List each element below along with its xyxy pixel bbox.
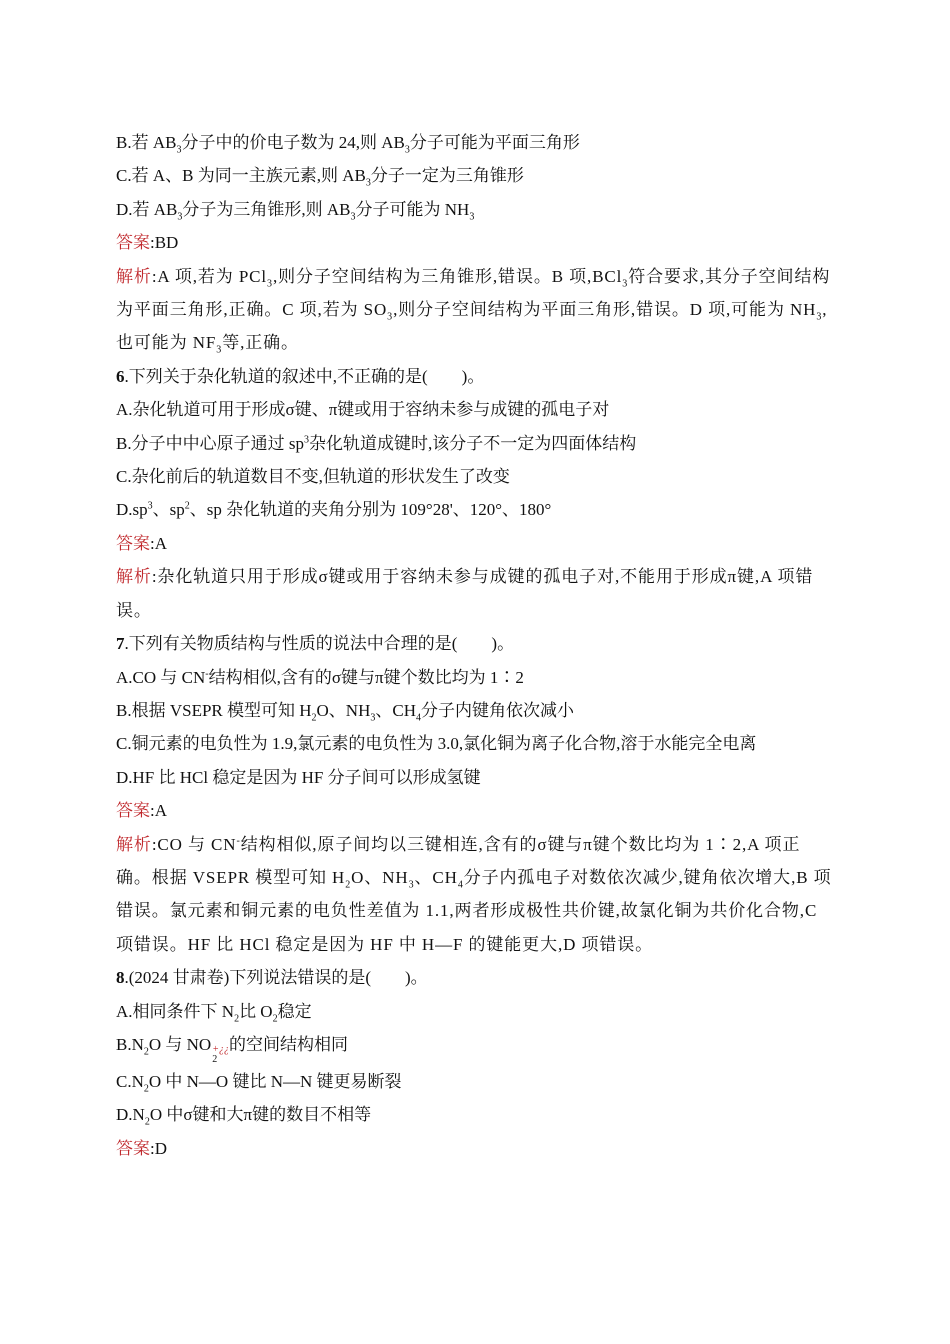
- answer-label: 答案: [116, 533, 150, 553]
- q6-option-d: $D.sp^3$、$sp^2$、sp 杂化轨道的夹角分别为 109°28'、120°、180°: [116, 500, 552, 520]
- analysis-label: 解析: [116, 567, 152, 587]
- q7-stem: 7.下列有关物质结构与性质的说法中合理的是( )。: [116, 634, 515, 654]
- q6-option-b: B.分子中中心原子通过 $sp^3$杂化轨道成键时,该分子不一定为四面体结构: [116, 433, 637, 453]
- analysis-label: 解析: [116, 834, 152, 854]
- document-page: [116, 126, 836, 1165]
- q7-option-c: C.铜元素的电负性为 1.9,氯元素的电负性为 3.0,氯化铜为离子化合物,溶于水能完全电离: [116, 734, 757, 754]
- q6-analysis: 解析:杂化轨道只用于形成σ键或用于容纳未参与成键的孤电子对,不能用于形成π键,A 项错误。: [116, 567, 814, 620]
- q5-analysis: 解析:A 项,若为 PCl$_3$,则分子空间结构为三角锥形,错误。B 项,BCl$_3$符合要求,其分子空间结构为平面三角形,正确。C 项,若为 $SO_3$,则分子空间结构为平面三角形,错误。D 项,可能为 $NH_3$,也可能为 $NF_3$等,正确。: [116, 266, 831, 356]
- q8-option-a: A.相同条件下 $N_2$比 $O_2$稳定: [116, 1001, 312, 1024]
- answer-label: 答案: [116, 1138, 150, 1158]
- q5-option-c: C.若 A、B 为同一主族元素,则 $AB_3$分子一定为三角锥形: [116, 166, 524, 189]
- ion-charge-annotation: +¿¿ 2: [212, 1043, 229, 1065]
- question-number: 7: [116, 634, 125, 654]
- answer-label: 答案: [116, 233, 150, 253]
- q7-option-a: A.CO 与 CN-结构相似,含有的σ键与π键个数比均为 1∶2: [116, 667, 524, 687]
- q7-analysis: 解析:CO 与 CN-结构相似,原子间均以三键相连,含有的σ键与π键个数比均为 1∶2,A 项正确。根据 VSEPR 模型可知 $H_2O$、$NH_3$、$CH_4$分子内孤电子对数依次减少,键角依次增大,B 项错误。氯元素和铜元素的电负性差值为 1.1,两者形成极性共价键,故氯化铜为共价化合物,C 项错误。HF 比 HCl 稳定是因为 HF 中 H—F 的键能更大,D 项错误。: [116, 834, 832, 954]
- q6-stem: 6.下列关于杂化轨道的叙述中,不正确的是( )。: [116, 366, 485, 386]
- analysis-label: 解析: [116, 266, 152, 286]
- q8-option-b: $B.N_2O$ 与 NO +¿¿ 2 的空间结构相同: [116, 1028, 836, 1065]
- q8-option-d: $D.N_2O$ 中σ键和大π键的数目不相等: [116, 1105, 372, 1128]
- q8-stem: 8.(2024 甘肃卷)下列说法错误的是( )。: [116, 968, 428, 988]
- question-number: 8: [116, 968, 125, 988]
- q7-option-b: B.根据 VSEPR 模型可知 $H_2O$、$NH_3$、$CH_4$分子内键角依次减小: [116, 700, 574, 724]
- question-number: 6: [116, 366, 125, 386]
- q5-option-b: B.若 $AB_3$分子中的价电子数为 24,则 $AB_3$分子可能为平面三角形: [116, 133, 580, 156]
- q6-option-a: A.杂化轨道可用于形成σ键、π键或用于容纳未参与成键的孤电子对: [116, 400, 610, 420]
- answer-label: 答案: [116, 801, 150, 821]
- q5-option-d: D.若 $AB_3$分子为三角锥形,则 $AB_3$分子可能为 $NH_3$: [116, 199, 475, 223]
- q6-answer: 答案:A: [116, 533, 167, 553]
- q7-option-d: D.HF 比 HCl 稳定是因为 HF 分子间可以形成氢键: [116, 767, 481, 787]
- q8-option-c: $C.N_2O$ 中 N—O 键比 N—N 键更易断裂: [116, 1071, 402, 1095]
- q6-option-c: C.杂化前后的轨道数目不变,但轨道的形状发生了改变: [116, 467, 510, 487]
- q7-answer: 答案:A: [116, 801, 167, 821]
- q5-answer: 答案:BD: [116, 233, 179, 253]
- q8-answer: 答案:D: [116, 1138, 167, 1158]
